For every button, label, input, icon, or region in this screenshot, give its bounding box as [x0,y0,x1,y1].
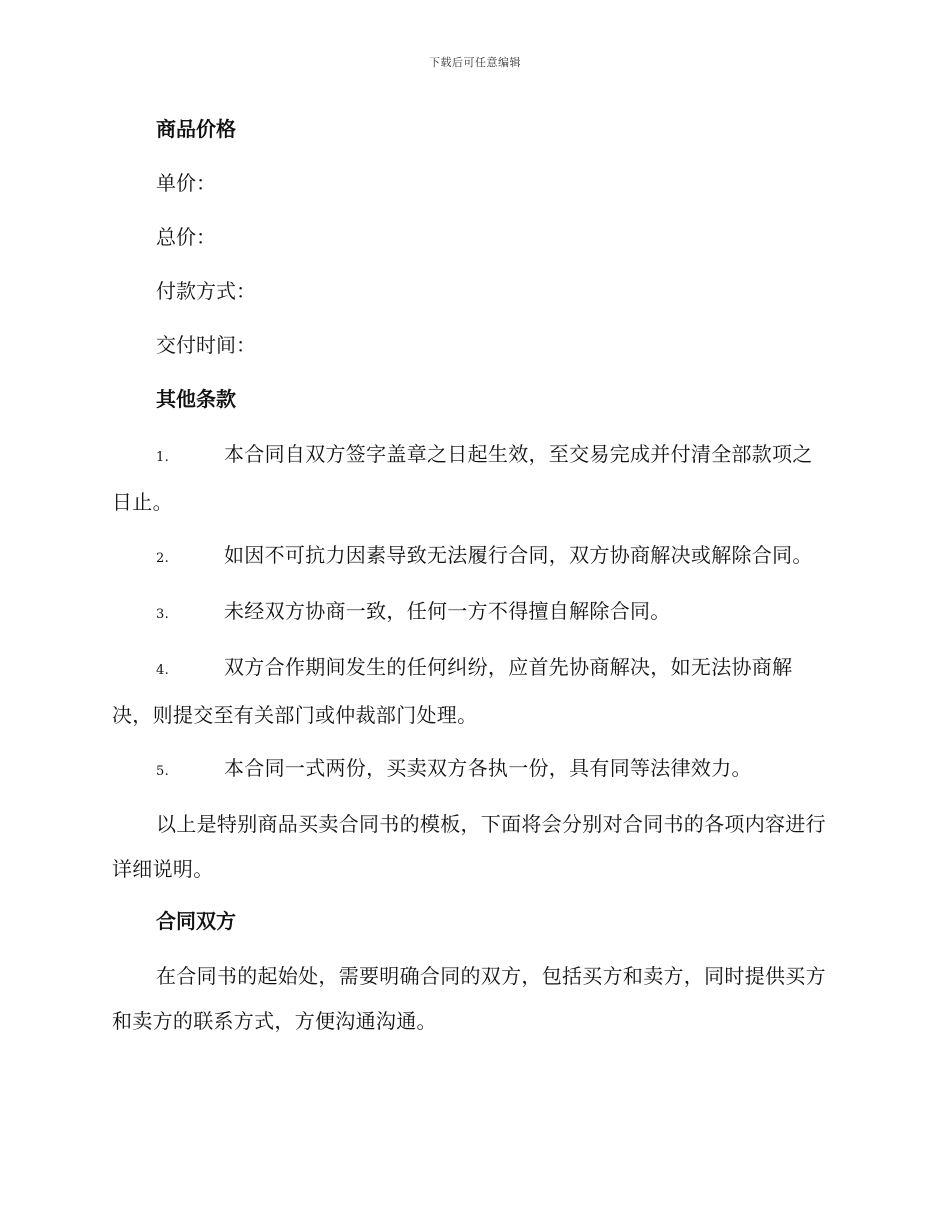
clause-number: 4. [156,663,170,678]
clause-text: 如因不可抗力因素导致无法履行合同，双方协商解决或解除合同。 [224,543,813,567]
header-note: 下载后可任意编辑 [429,56,521,69]
clause-number: 5. [156,764,170,779]
clause-text: 本合同自双方签字盖章之日起生效，至交易完成并付清全部款项之日止。 [112,442,813,514]
parties-paragraph: 在合同书的起始处，需要明确合同的双方，包括买方和卖方，同时提供买方和卖方的联系方式，方便沟通沟通。 [112,964,826,1033]
clause-text: 本合同一式两份，买卖双方各执一份，具有同等法律效力。 [224,756,752,780]
clause-number: 2. [156,551,170,566]
clause-item [112,746,832,794]
intro-paragraph: 以上是特别商品买卖合同书的模板，下面将会分别对合同书的各项内容进行详细说明。 [112,812,826,881]
clause-number: 1. [156,450,170,465]
clause-text: 未经双方协商一致，任何一方不得擅自解除合同。 [224,599,671,623]
clause-number: 3. [156,607,170,622]
section-title-price: 商品价格 [156,117,236,141]
field-delivery-time: 交付时间： [156,333,256,357]
clause-item [112,589,832,637]
field-payment-method: 付款方式： [156,279,256,303]
field-total-price: 总价： [156,225,216,249]
section-title-parties: 合同双方 [156,909,236,933]
section-title-other-terms: 其他条款 [156,387,236,411]
clause-item [112,432,832,525]
clause-item [112,533,832,581]
clause-item [112,645,832,738]
clause-text: 双方合作期间发生的任何纠纷，应首先协商解决，如无法协商解决，则提交至有关部门或仲裁部门处理。 [112,655,793,727]
document-body [112,108,832,1052]
field-unit-price: 单价： [156,171,216,195]
